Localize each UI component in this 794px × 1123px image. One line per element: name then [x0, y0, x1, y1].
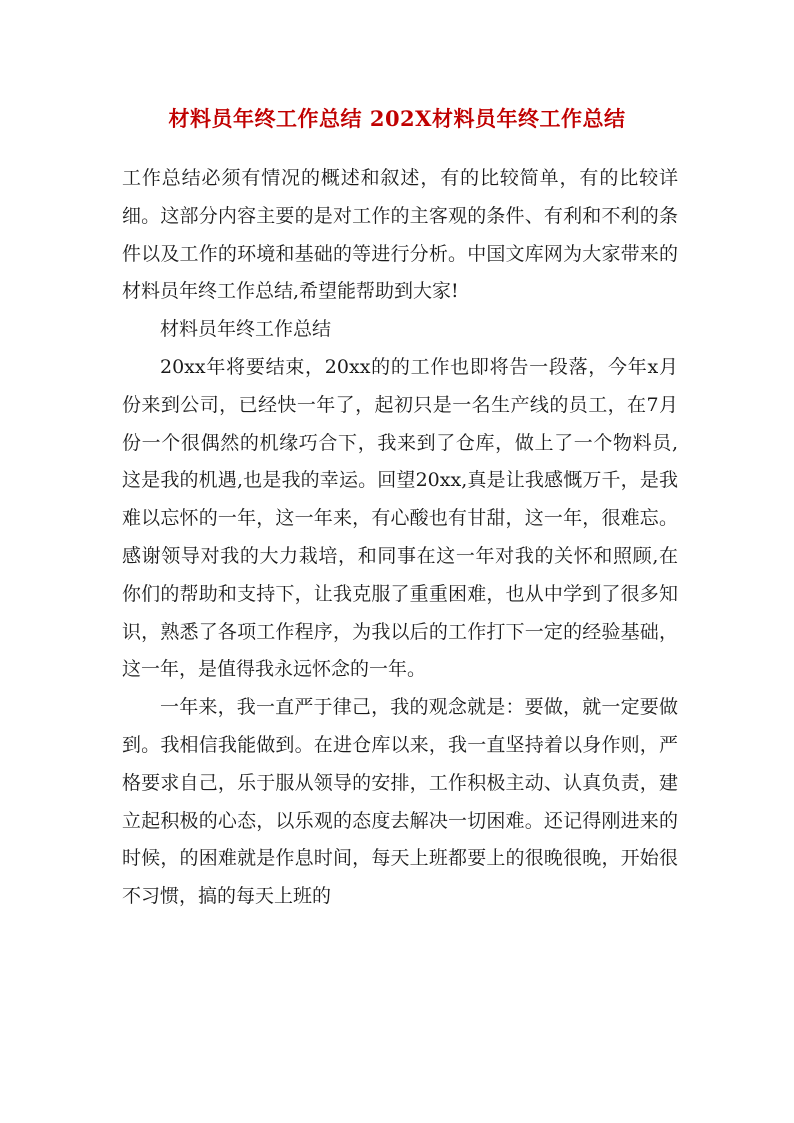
body-paragraph: 20xx年将要结束，20xx的的工作也即将告一段落，今年x月份来到公司，已经快一年了，起初只是一名生产线的员工，在7月份一个很偶然的机缘巧合下，我来到了仓库，做上了一个物料员,这是我的机遇,也是我的幸运。回望20xx,真是让我感慨万千，是我难以忘怀的一年，这一年来，有心酸也有甘甜，这一年，很难忘。感谢领导对我的大力栽培，和同事在这一年对我的关怀和照顾,在你们的帮助和支持下，让我克服了重重困难，也从中学到了很多知识，熟悉了各项工作程序，为我以后的工作打下一定的经验基础，这一年，是值得我永远怀念的一年。 [122, 355, 678, 681]
document-body [122, 160, 678, 916]
body-paragraph: 一年来，我一直严于律己，我的观念就是：要做，就一定要做到。我相信我能做到。在进仓库以来，我一直坚持着以身作则，严格要求自己，乐于服从领导的安排，工作积极主动、认真负责，建立起积极的心态，以乐观的态度去解决一切困难。还记得刚进来的时候，的困难就是作息时间，每天上班都要上的很晚很晚，开始很不习惯，搞的每天上班的 [122, 696, 678, 908]
section-heading: 材料员年终工作总结 [160, 318, 332, 341]
intro-paragraph: 工作总结必须有情况的概述和叙述，有的比较简单，有的比较详细。这部分内容主要的是对工作的主客观的条件、有利和不利的条件以及工作的环境和基础的等进行分析。中国文库网为大家带来的材料员年终工作总结,希望能帮助到大家! [122, 167, 678, 303]
document-title: 材料员年终工作总结 202X材料员年终工作总结 [168, 106, 626, 131]
